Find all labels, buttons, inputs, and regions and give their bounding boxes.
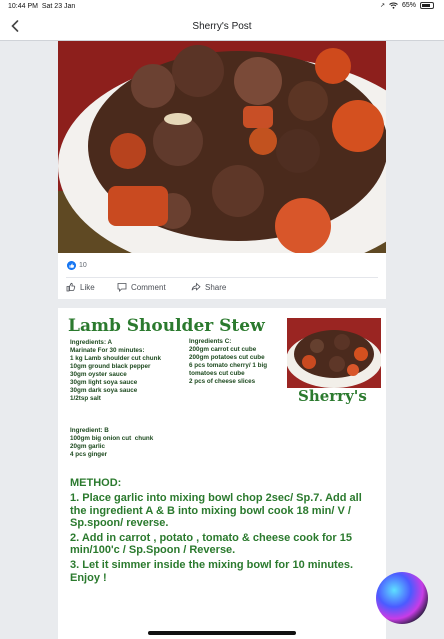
recipe-card[interactable] — [58, 308, 386, 639]
actions-divider — [66, 277, 378, 278]
recipe-thumbnail-art — [287, 318, 381, 388]
date-text: Sat 23 Jan — [41, 3, 76, 10]
ingredients-c: Ingredients C: 200gm carrot cut cube 200gm potatoes cut cube 6 pcs tomato cherry/ 1 big tomatoes cut cube 2 pcs of cheese slices — [189, 338, 268, 385]
like-label: Like — [80, 282, 95, 292]
thumbs-up-icon — [66, 282, 76, 292]
method-step: 3. Let it simmer inside the mixing bowl for 10 minutes. Enjoy ! — [70, 558, 354, 584]
page-title: Sherry's Post — [192, 21, 252, 32]
comment-button[interactable] — [117, 282, 166, 292]
recipe-title: Lamb Shoulder Stew — [68, 316, 265, 336]
battery-icon — [420, 2, 434, 9]
reaction-summary[interactable] — [67, 261, 87, 270]
home-indicator[interactable] — [148, 631, 296, 635]
battery-percent: 65% — [401, 2, 416, 9]
brand-logo-text: Sherry's — [298, 387, 367, 405]
method-step: 2. Add in carrot , potato , tomato & cheese cook for 15 min/100'c / Sp.Spoon / Reverse. — [70, 531, 352, 557]
method-steps — [70, 492, 375, 586]
method-heading: METHOD: — [70, 477, 122, 489]
reaction-count: 10 — [79, 262, 87, 269]
method-step: 1. Place garlic into mixing bowl chop 2sec/ Sp.7. Add all the ingredient A & B into mixing bowl cook 18 min/ V / Sp.spoon/ reverse. — [70, 492, 362, 530]
share-label: Share — [205, 282, 227, 292]
comment-label: Comment — [131, 282, 166, 292]
nav-bar — [0, 13, 444, 41]
share-button[interactable] — [191, 282, 226, 292]
stew-photo-art — [58, 41, 386, 253]
post-card — [58, 41, 386, 299]
location-icon: ↗ — [379, 3, 385, 9]
status-right — [380, 2, 434, 9]
time-text: 10:44 PM — [8, 3, 38, 10]
ingredients-b: Ingredient: B 100gm big onion cut chunk 20gm garlic 4 pcs ginger — [70, 427, 154, 458]
status-time — [8, 3, 75, 10]
stew-photo[interactable] — [58, 41, 386, 253]
like-badge-icon — [67, 261, 76, 270]
status-bar — [0, 0, 444, 13]
post-actions — [58, 281, 386, 297]
ingredients-a: Ingredients: A Marinate For 30 minutes: 1 kg Lamb shoulder cut chunk 10gm ground black pepper 30gm oyster sauce 30gm light soya sauce 30gm dark soya sauce 1/2tsp salt — [70, 339, 161, 402]
siri-orb-icon[interactable] — [376, 572, 428, 624]
share-icon — [191, 282, 201, 292]
recipe-thumbnail — [287, 318, 381, 388]
like-button[interactable] — [66, 282, 95, 292]
wifi-icon — [389, 2, 398, 9]
comment-icon — [117, 282, 127, 292]
